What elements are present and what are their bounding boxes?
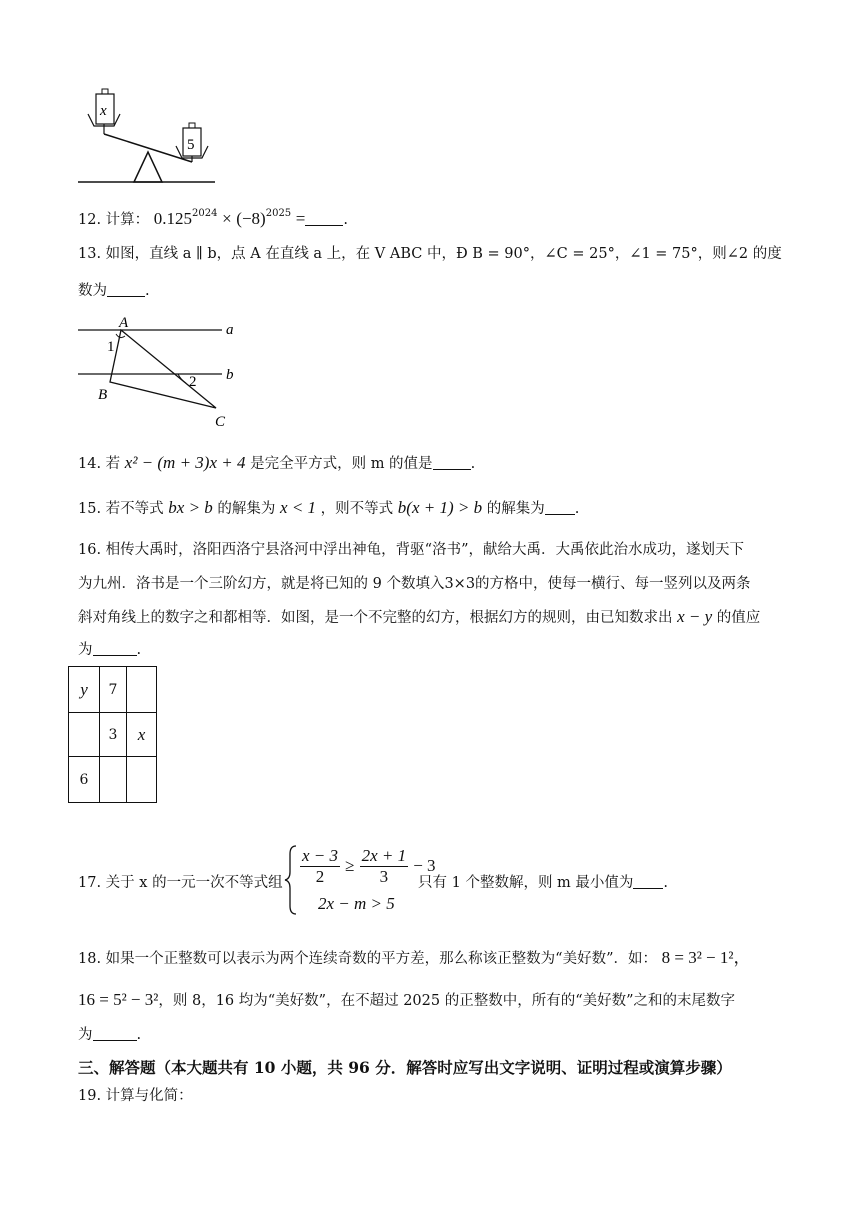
balance-left-label: x: [100, 103, 107, 119]
magic-square-cell: [69, 713, 100, 757]
magic-square-cell: 7: [100, 667, 127, 713]
magic-square-cell: [127, 667, 157, 713]
answer-blank: [107, 282, 145, 297]
magic-square-cell: [100, 757, 127, 803]
magic-square-cell: x: [127, 713, 157, 757]
balance-figure: [74, 84, 224, 188]
inequality-1: $\frac{x - 3}{2}$ ≥ $\frac{2x + 1}{3}$ − 3: [302, 846, 436, 886]
question-14: 14. 若 x² − (m + 3)x + 4 是完全平方式，则 m 的值是 .: [78, 453, 476, 472]
answer-blank: [633, 874, 663, 889]
question-17-intro: 17. 关于 x 的一元一次不等式组: [78, 875, 283, 891]
section-3-heading: 三、解答题（本大题共有 10 小题，共 96 分．解答时应写出文字说明、证明过程或演算步骤）: [78, 1058, 732, 1077]
angle-2-label: 2: [189, 374, 197, 390]
fraction-1: $\frac{x - 3}{2}$: [302, 846, 339, 886]
question-16-line-3: 斜对角线上的数字之和都相等．如图，是一个不完整的幻方，根据幻方的规则，由已知数求出 x − y 的值应: [78, 607, 761, 626]
answer-blank: [93, 1026, 137, 1041]
magic-square-cell: [127, 757, 157, 803]
question-16-line-1: 16. 相传大禹时，洛阳西洛宁县洛河中浮出神龟，背驱“洛书”，献给大禹．大禹依此治水成功，遂划天下: [78, 542, 744, 558]
answer-blank: [433, 455, 471, 470]
point-B-label: B: [98, 387, 108, 403]
system-brace: [284, 844, 298, 916]
inequality-2: 2x − m > 5: [318, 894, 395, 913]
answer-blank: [305, 211, 343, 226]
magic-square-cell: 6: [69, 757, 100, 803]
angle-1-label: 1: [107, 339, 115, 355]
question-13-line-1: 13. 如图，直线 a ∥ b，点 A 在直线 a 上，在 V ABC 中，Ð B = 90°，∠C = 25°，∠1 = 75°，则∠2 的度: [78, 246, 782, 262]
balance-right-label: 5: [187, 137, 195, 153]
question-18-line-3: 为 .: [78, 1027, 142, 1043]
point-A-label: A: [119, 315, 129, 331]
question-17-tail: 只有 1 个整数解，则 m 最小值为 .: [418, 875, 669, 891]
line-a-label: a: [226, 322, 234, 338]
magic-square-cell: y: [69, 667, 100, 713]
question-13-line-2: 数为 .: [78, 283, 150, 299]
question-15: 15. 若不等式 bx > b 的解集为 x < 1 ，则不等式 b(x + 1) > b 的解集为 .: [78, 498, 580, 517]
magic-square-cell: 3: [100, 713, 127, 757]
question-19: 19. 计算与化简：: [78, 1088, 193, 1104]
magic-square: [68, 666, 157, 803]
question-18-line-2: 16 = 5² − 3²，则 8，16 均为“美好数”，在不超过 2025 的正整数中，所有的“美好数”之和的末尾数字: [78, 990, 736, 1009]
question-18-line-1: 18. 如果一个正整数可以表示为两个连续奇数的平方差，那么称该正整数为“美好数”．如： 8 = 3² − 1²，: [78, 948, 751, 967]
question-16-line-4: 为 .: [78, 642, 142, 658]
question-12: 12. 计算： $0.125^{2024} \times (-8)^{2025}$ = .: [78, 208, 348, 228]
line-b-label: b: [226, 367, 234, 383]
answer-blank: [93, 641, 137, 656]
question-16-line-2: 为九州．洛书是一个三阶幻方，就是将已知的 9 个数填入3×3的方格中，使每一横行、每一竖列以及两条: [78, 576, 751, 592]
point-C-label: C: [215, 414, 226, 430]
answer-blank: [545, 500, 575, 515]
triangle-figure: [74, 310, 244, 434]
fraction-2: $\frac{2x + 1}{3}$: [361, 846, 407, 886]
